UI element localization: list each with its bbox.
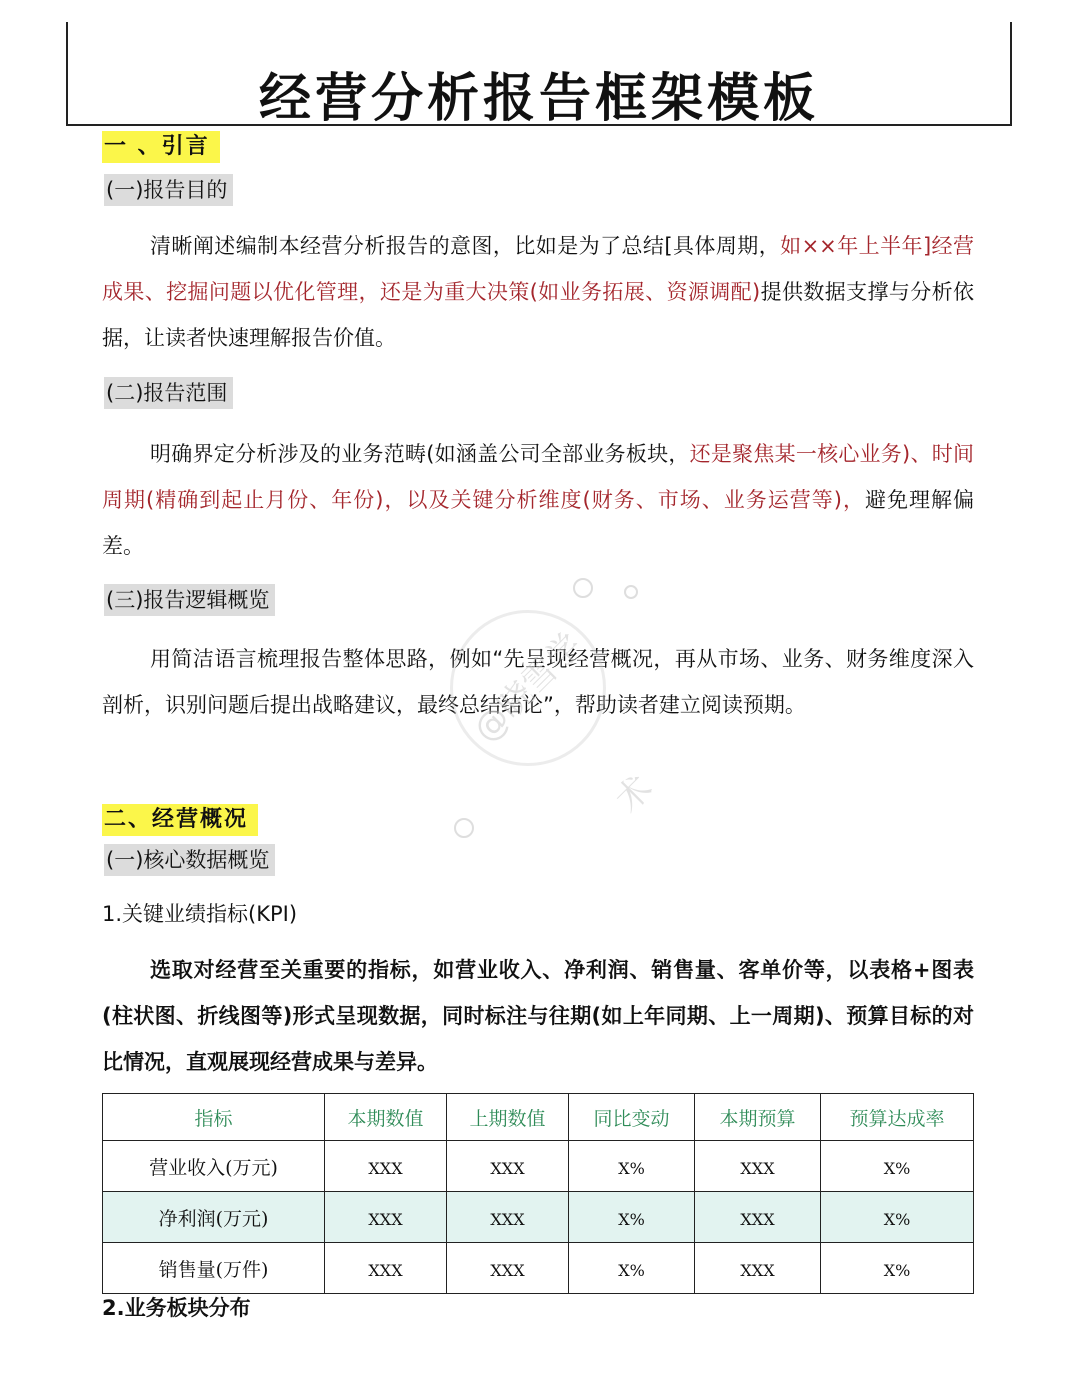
paragraph-text: 明确界定分析涉及的业务范畴(如涵盖公司全部业务板块， [150, 442, 690, 466]
table-cell: XXX [695, 1243, 821, 1294]
table-cell: XXX [325, 1192, 447, 1243]
table-cell: X% [821, 1141, 974, 1192]
column-header: 本期预算 [695, 1094, 821, 1141]
table-cell: X% [569, 1141, 695, 1192]
section-1-sub-3-paragraph: 用简洁语言梳理报告整体思路，例如“先呈现经营概况，再从市场、业务、财务维度深入剖析，识别问题后提出战略建议，最终总结结论”，帮助读者建立阅读预期。 [102, 647, 974, 717]
kpi-heading: 1.关键业绩指标(KPI) [102, 902, 298, 926]
table-cell: X% [821, 1243, 974, 1294]
section-1-sub-1-paragraph [102, 223, 974, 361]
table-cell: 营业收入(万元) [103, 1141, 325, 1192]
table-cell: XXX [325, 1141, 447, 1192]
paragraph-text: 清晰阐述编制本经营分析报告的意图，比如是为了总结[具体周期， [150, 234, 781, 258]
table-cell: XXX [447, 1141, 569, 1192]
watermark-dot [454, 818, 474, 838]
kpi-paragraph: 选取对经营至关重要的指标，如营业收入、净利润、销售量、客单价等，以表格+图表(柱状图、折线图等)形式呈现数据，同时标注与往期(如上年同期、上一周期)、预算目标的对比情况，直观展现经营成果与差异。 [102, 958, 974, 1074]
next-section-heading: 2.业务板块分布 [102, 1296, 251, 1320]
column-header: 同比变动 [569, 1094, 695, 1141]
table-cell: 销售量(万件) [103, 1243, 325, 1294]
watermark-dot [573, 578, 593, 598]
column-header: 本期数值 [325, 1094, 447, 1141]
page-title: 经营分析报告框架模板 [258, 69, 819, 129]
paragraph-text: 提供数据支撑与分析依据，让读者快速理解报告价值。 [102, 280, 974, 350]
table-cell: XXX [447, 1243, 569, 1294]
section-1-sub-2-heading: (二)报告范围 [104, 377, 233, 409]
section-1-sub-1-heading: (一)报告目的 [104, 174, 233, 206]
table-cell: XXX [325, 1243, 447, 1294]
table-row [103, 1192, 974, 1243]
watermark: @晓雪学术 [418, 578, 639, 799]
table-cell: XXX [695, 1192, 821, 1243]
table-row [103, 1141, 974, 1192]
section-1-sub-2-paragraph [102, 431, 974, 569]
table-header-row [103, 1094, 974, 1141]
section-1-heading: 一 、引言 [102, 131, 220, 163]
paragraph-highlight-text: 如××年上半年]经营成果、挖掘问题以优化管理，还是为重大决策(如业务拓展、资源调配) [102, 234, 974, 304]
table-cell: 净利润(万元) [103, 1192, 325, 1243]
section-1-sub-3-heading: (三)报告逻辑概览 [104, 584, 275, 616]
column-header: 指标 [103, 1094, 325, 1141]
section-2-heading: 二、经营概况 [102, 804, 258, 836]
table-cell: X% [569, 1243, 695, 1294]
watermark-dot [624, 585, 638, 599]
table-cell: X% [569, 1192, 695, 1243]
table-cell: XXX [447, 1192, 569, 1243]
table-cell: XXX [695, 1141, 821, 1192]
table-cell: X% [821, 1192, 974, 1243]
title-frame [66, 22, 1012, 129]
section-2-sub-1-heading: (一)核心数据概览 [104, 844, 275, 876]
kpi-table [102, 1093, 974, 1294]
table-row [103, 1243, 974, 1294]
paragraph-highlight-text: 还是聚焦某一核心业务)、时间周期(精确到起止月份、年份)，以及关键分析维度(财务、市场、业务运营等)， [102, 442, 974, 512]
column-header: 上期数值 [447, 1094, 569, 1141]
paragraph-text: 避免理解偏差。 [102, 488, 974, 558]
column-header: 预算达成率 [821, 1094, 974, 1141]
